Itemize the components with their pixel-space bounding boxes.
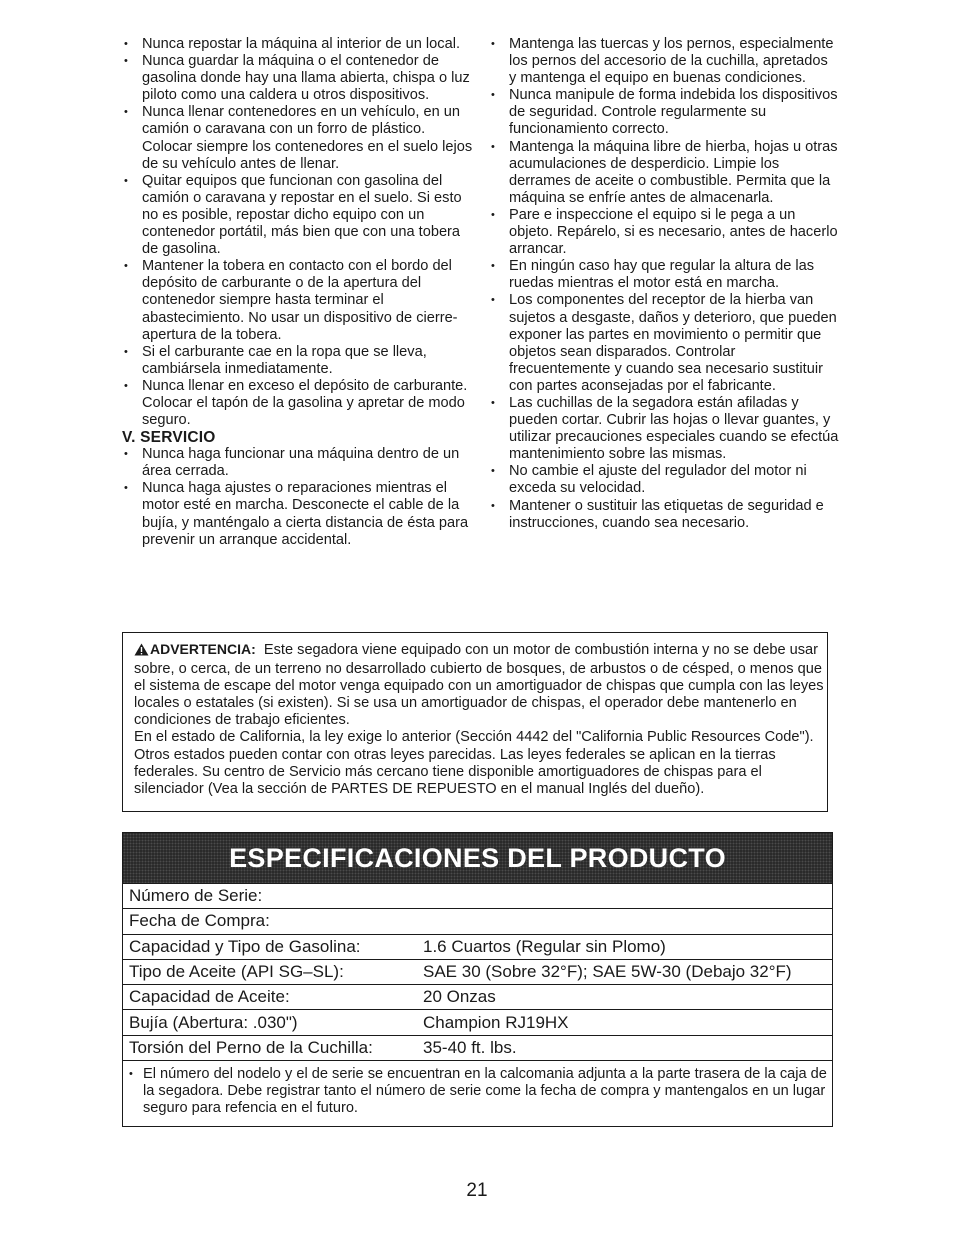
left-column bbox=[122, 36, 474, 549]
list-item: • Nunca haga funcionar una máquina dentro de un área cerrada. bbox=[122, 446, 474, 480]
spec-row-fuel bbox=[123, 935, 832, 960]
warning-paragraph bbox=[134, 641, 827, 729]
spec-row-oil-capacity bbox=[123, 985, 832, 1010]
warning-box bbox=[122, 632, 828, 812]
list-item: • Nunca haga ajustes o reparaciones mientras el motor esté en marcha. Desconecte el cable de la bujía, y manténgalo a cierta distancia de ésta para prevenir un arranque accidental. bbox=[122, 480, 474, 548]
spec-value: SAE 30 (Sobre 32°F); SAE 5W-30 (Debajo 32°F) bbox=[423, 962, 792, 982]
list-item: • Nunca llenar contenedores en un vehículo, en un camión o caravana con un forro de plástico. Colocar siempre los contenedores en el suelo lejos de su vehículo antes de llenar. bbox=[122, 104, 474, 172]
list-item: • Mantener la tobera en contacto con el bordo del depósito de carburante o de la apertura del contenedor siempre hasta terminar el abastecimiento. No usar un dispositivo de cierre-apertura de la tobera. bbox=[122, 258, 474, 343]
right-column bbox=[489, 36, 839, 532]
section-heading-servicio: V. SERVICIO bbox=[122, 429, 216, 447]
spec-label: Fecha de Compra: bbox=[129, 911, 270, 931]
warning-text: Este segadora viene equipado con un motor de combustión interna y no se debe usar sobre, o cerca, de un terreno no desarrollado cubierto de bosques, de arbustos o de césped, o menos que el sistema de escape del motor venga equipado con un amortiguador de chispas que cumpla con las leyes locales o estatales (si existen). Si se usa un amortiguador de chispas, el operador debe mantenerlo en condiciones de trabajo eficientes. bbox=[134, 642, 824, 729]
list-item: • Pare e inspeccione el equipo si le pega a un objeto. Repárelo, si es necesario, antes de hacerlo arrancar. bbox=[489, 207, 839, 258]
warning-paragraph-california: En el estado de California, la ley exige lo anterior (Sección 4442 del "California Public Resources Code"). Otros estados pueden contar con otras leyes parecidas. Las leyes federales se aplican en la tierras federales. Su centro de Servicio más cercano tiene disponible amortiguadores de chispas para el silenciador (Vea la sección de PARTES DE REPUESTO en el manual Inglés del dueño). bbox=[134, 729, 814, 797]
warning-label: ADVERTENCIA: bbox=[150, 641, 256, 657]
spec-label: Torsión del Perno de la Cuchilla: bbox=[129, 1037, 373, 1057]
list-item: • Mantenga la máquina libre de hierba, hojas u otras acumulaciones de desperdicio. Limpie los derrames de aceite o combustible. Permita que la máquina se enfríe antes de almacenarla. bbox=[489, 139, 839, 207]
fueling-safety-list bbox=[122, 36, 474, 429]
spec-row-oil-type bbox=[123, 960, 832, 985]
spec-label: Capacidad de Aceite: bbox=[129, 987, 290, 1007]
maintenance-safety-list bbox=[489, 36, 839, 532]
list-item: • Si el carburante cae en la ropa que se lleva, cambiársela inmediatamente. bbox=[122, 344, 474, 378]
list-item: • No cambie el ajuste del regulador del motor ni exceda su velocidad. bbox=[489, 463, 839, 497]
warning-triangle-icon bbox=[134, 643, 149, 661]
spec-value: 1.6 Cuartos (Regular sin Plomo) bbox=[423, 936, 666, 956]
spec-label: Capacidad y Tipo de Gasolina: bbox=[129, 936, 361, 956]
list-item: • El número del nodelo y el de serie se encuentran en la calcomania adjunta a la parte trasera de la caja de la segadora. Debe registrar tanto el número de serie come la fecha de compra y mantengalos en un lugar seguro para refencia en el futuro. bbox=[129, 1066, 832, 1117]
spec-value: 35-40 ft. lbs. bbox=[423, 1037, 517, 1057]
spec-note bbox=[123, 1061, 832, 1117]
product-specifications-table bbox=[122, 832, 833, 1127]
list-item: • Mantenga las tuercas y los pernos, especialmente los pernos del accesorio de la cuchilla, apretados y mantenga el equipo en buenas condiciones. bbox=[489, 36, 839, 87]
spec-row-spark-plug bbox=[123, 1010, 832, 1035]
spec-row-serial bbox=[123, 884, 832, 909]
spec-value: Champion RJ19HX bbox=[423, 1012, 569, 1032]
spec-label: Bujía (Abertura: .030") bbox=[129, 1012, 298, 1032]
spec-label: Número de Serie: bbox=[129, 886, 263, 906]
list-item: • Nunca llenar en exceso el depósito de carburante. Colocar el tapón de la gasolina y apretar de modo seguro. bbox=[122, 378, 474, 429]
list-item: • Quitar equipos que funcionan con gasolina del camión o caravana y repostar en el suelo. Si esto no es posible, repostar dicho equipo con un contenedor portátil, más bien que con una tobera de gasolina. bbox=[122, 173, 474, 258]
spec-row-blade-torque bbox=[123, 1036, 832, 1061]
list-item: • Nunca manipule de forma indebida los dispositivos de seguridad. Controle regularmente su funcionamiento correcto. bbox=[489, 87, 839, 138]
spec-label: Tipo de Aceite (API SG–SL): bbox=[129, 962, 344, 982]
list-item: • Nunca repostar la máquina al interior de un local. bbox=[122, 36, 474, 53]
spec-row-purchase-date bbox=[123, 909, 832, 934]
specifications-title: ESPECIFICACIONES DEL PRODUCTO bbox=[123, 833, 832, 884]
list-item: • Nunca guardar la máquina o el contenedor de gasolina donde hay una llama abierta, chispa o luz piloto como una caldera u otros dispositivos. bbox=[122, 53, 474, 104]
list-item: • Mantener o sustituir las etiquetas de seguridad e instrucciones, cuando sea necesario. bbox=[489, 498, 839, 532]
service-safety-list bbox=[122, 446, 474, 549]
list-item: • Las cuchillas de la segadora están afiladas y pueden cortar. Cubrir las hojas o llevar guantes, y utilizar precauciones especiales cuando se efectúa mantenimiento sobre las mismas. bbox=[489, 395, 839, 463]
list-item: • En ningún caso hay que regular la altura de las ruedas mientras el motor está en marcha. bbox=[489, 258, 839, 292]
page-number: 21 bbox=[466, 1180, 488, 1201]
spec-value: 20 Onzas bbox=[423, 987, 496, 1007]
list-item: • Los componentes del receptor de la hierba van sujetos a desgaste, daños y deterioro, que pueden exponer las partes en movimiento o permitir que objetos sean disparados. Controlar frecuentemente y cuando sea necesario sustituir con partes aconsejadas por el fabricante. bbox=[489, 292, 839, 395]
